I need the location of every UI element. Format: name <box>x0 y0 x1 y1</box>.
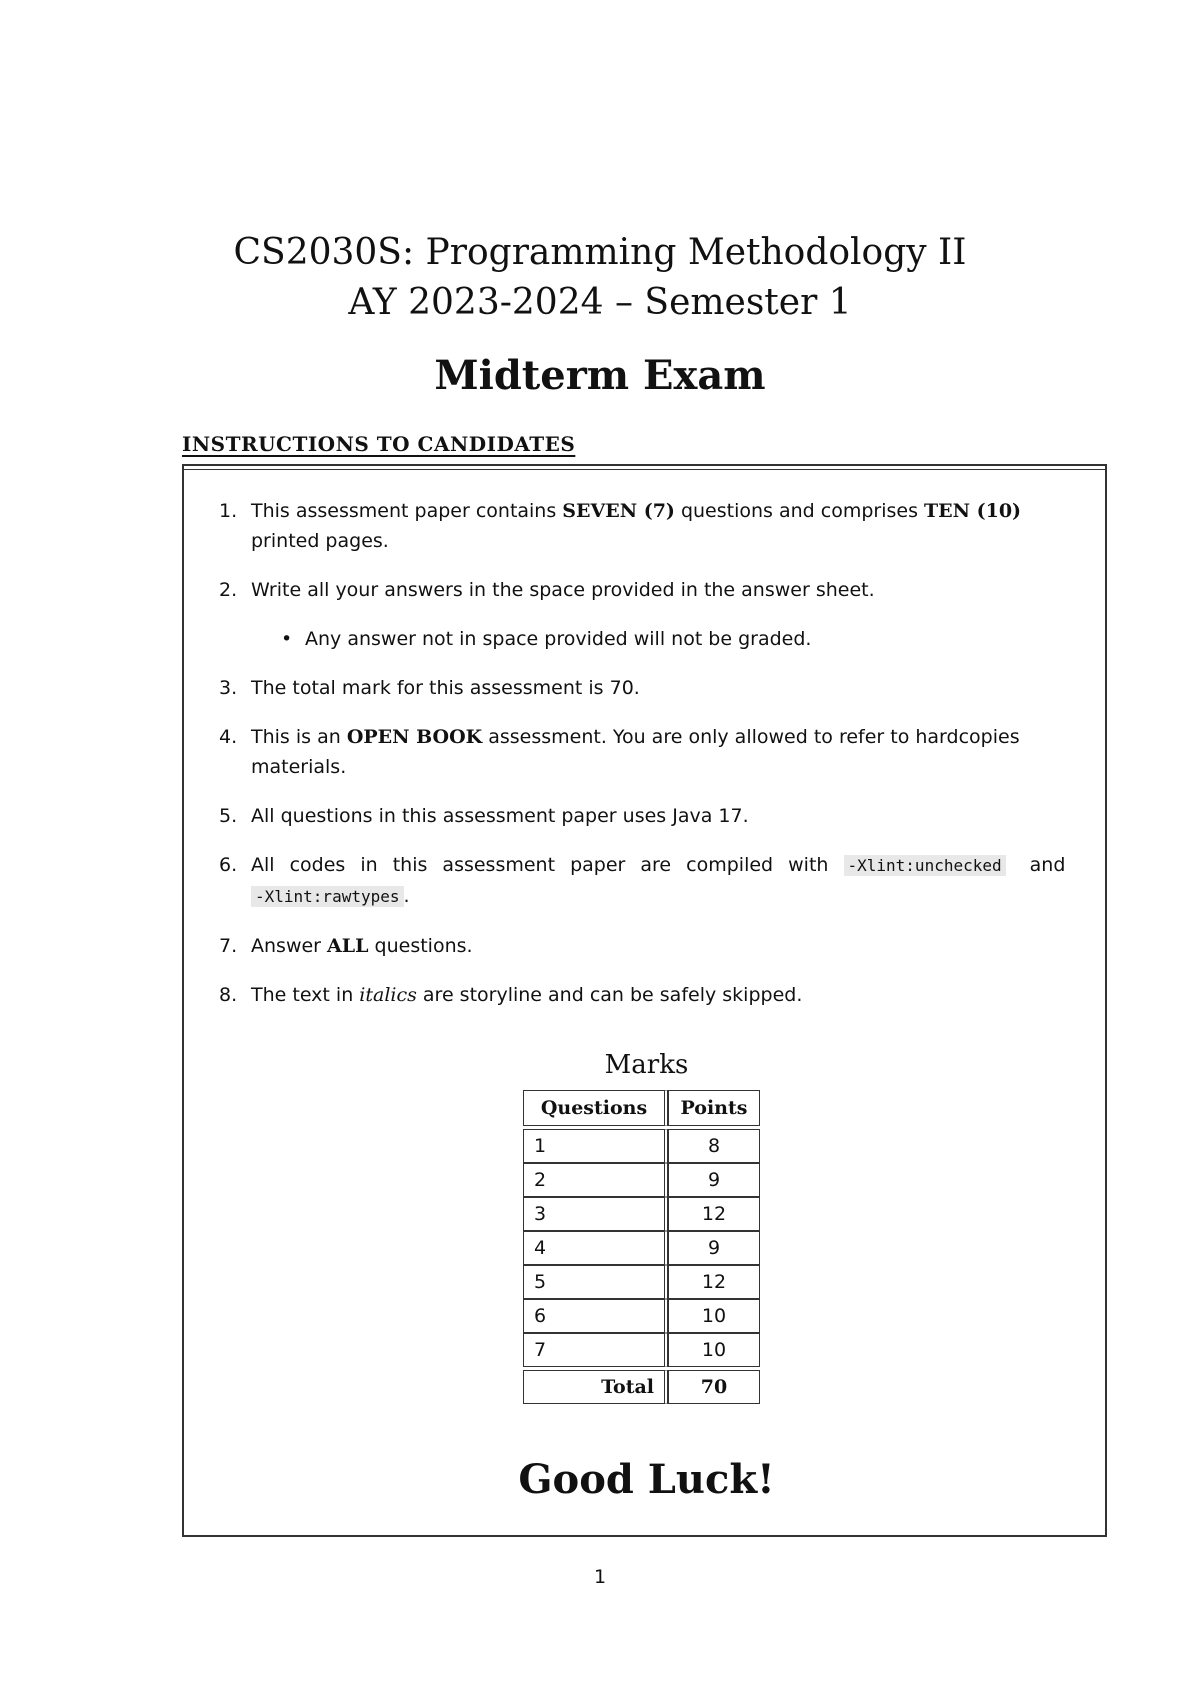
table-row <box>523 1265 760 1299</box>
question-cell: 4 <box>523 1231 668 1265</box>
bold-span: TEN (10) <box>924 500 1022 522</box>
instruction-item <box>219 722 1069 782</box>
good-luck-message: Good Luck! <box>518 1456 775 1503</box>
bold-span: SEVEN (7) <box>562 500 675 522</box>
instruction-item <box>219 801 1069 831</box>
instruction-item <box>219 931 1069 961</box>
item-number: 5. <box>219 805 238 827</box>
points-cell: 9 <box>668 1231 760 1265</box>
table-header-row <box>523 1090 760 1126</box>
total-row <box>523 1370 760 1404</box>
code-span: -Xlint:unchecked <box>844 855 1006 876</box>
text-span: . <box>403 885 410 907</box>
course-name: CS2030S: Programming Methodology II <box>233 232 967 273</box>
sub-list <box>251 624 1069 654</box>
text-span: This is an <box>251 726 347 748</box>
question-cell: 1 <box>523 1129 668 1163</box>
instruction-item <box>219 850 1069 912</box>
item-number: 4. <box>219 726 238 748</box>
instructions-box <box>182 464 1107 1537</box>
text-span: Answer <box>251 935 328 957</box>
text-span: questions and comprises <box>674 500 925 522</box>
text-span: The text in <box>251 984 360 1006</box>
question-cell: 7 <box>523 1333 668 1367</box>
instruction-item <box>219 575 1069 654</box>
marks-table <box>523 1090 760 1404</box>
marks-caption: Marks <box>604 1050 689 1080</box>
item-number: 6. <box>219 854 238 876</box>
code-span: -Xlint:rawtypes <box>251 886 404 907</box>
text-span: are storyline and can be safely skipped. <box>416 984 803 1006</box>
sub-item <box>251 624 1069 654</box>
bold-span: OPEN BOOK <box>346 726 483 748</box>
instructions-heading: INSTRUCTIONS TO CANDIDATES <box>182 432 576 456</box>
instructions-list <box>219 496 1069 1029</box>
item-number: 7. <box>219 935 238 957</box>
question-cell: 5 <box>523 1265 668 1299</box>
table-row <box>523 1163 760 1197</box>
text-span: Write all your answers in the space provided in the answer sheet. <box>251 579 875 601</box>
text-span: questions. <box>368 935 473 957</box>
points-cell: 8 <box>668 1129 760 1163</box>
course-title <box>0 228 1200 328</box>
text-span: printed pages. <box>251 530 389 552</box>
question-cell: 6 <box>523 1299 668 1333</box>
table-row <box>523 1333 760 1367</box>
item-number: 1. <box>219 500 238 522</box>
table-row <box>523 1299 760 1333</box>
table-row <box>523 1197 760 1231</box>
item-number: 3. <box>219 677 238 699</box>
bullet-icon: • <box>281 628 293 650</box>
points-cell: 10 <box>668 1333 760 1367</box>
total-value: 70 <box>668 1370 760 1404</box>
exam-title: Midterm Exam <box>434 352 766 399</box>
text-span: All codes in this assessment paper are compiled with <box>251 854 844 876</box>
academic-term: AY 2023-2024 – Semester 1 <box>348 282 852 323</box>
text-span: All questions in this assessment paper uses Java 17. <box>251 805 749 827</box>
item-number: 8. <box>219 984 238 1006</box>
column-header-points: Points <box>668 1090 760 1126</box>
question-cell: 2 <box>523 1163 668 1197</box>
instruction-item <box>219 673 1069 703</box>
text-span: This assessment paper contains <box>251 500 563 522</box>
text-span: assessment. You are only allowed to refer to hardcopies materials. <box>251 726 1020 778</box>
text-span: Any answer not in space provided will not be graded. <box>305 628 812 650</box>
bold-span: ALL <box>327 935 369 957</box>
points-cell: 12 <box>668 1265 760 1299</box>
instruction-item <box>219 980 1069 1010</box>
points-cell: 9 <box>668 1163 760 1197</box>
instruction-item <box>219 496 1069 556</box>
text-span: and <box>1005 854 1066 876</box>
text-span: The total mark for this assessment is 70. <box>251 677 640 699</box>
total-label: Total <box>523 1370 668 1404</box>
points-cell: 10 <box>668 1299 760 1333</box>
table-row <box>523 1231 760 1265</box>
points-cell: 12 <box>668 1197 760 1231</box>
item-number: 2. <box>219 579 238 601</box>
column-header-questions: Questions <box>523 1090 668 1126</box>
page-number: 1 <box>593 1566 607 1588</box>
table-row <box>523 1129 760 1163</box>
italic-span: italics <box>359 984 417 1006</box>
question-cell: 3 <box>523 1197 668 1231</box>
